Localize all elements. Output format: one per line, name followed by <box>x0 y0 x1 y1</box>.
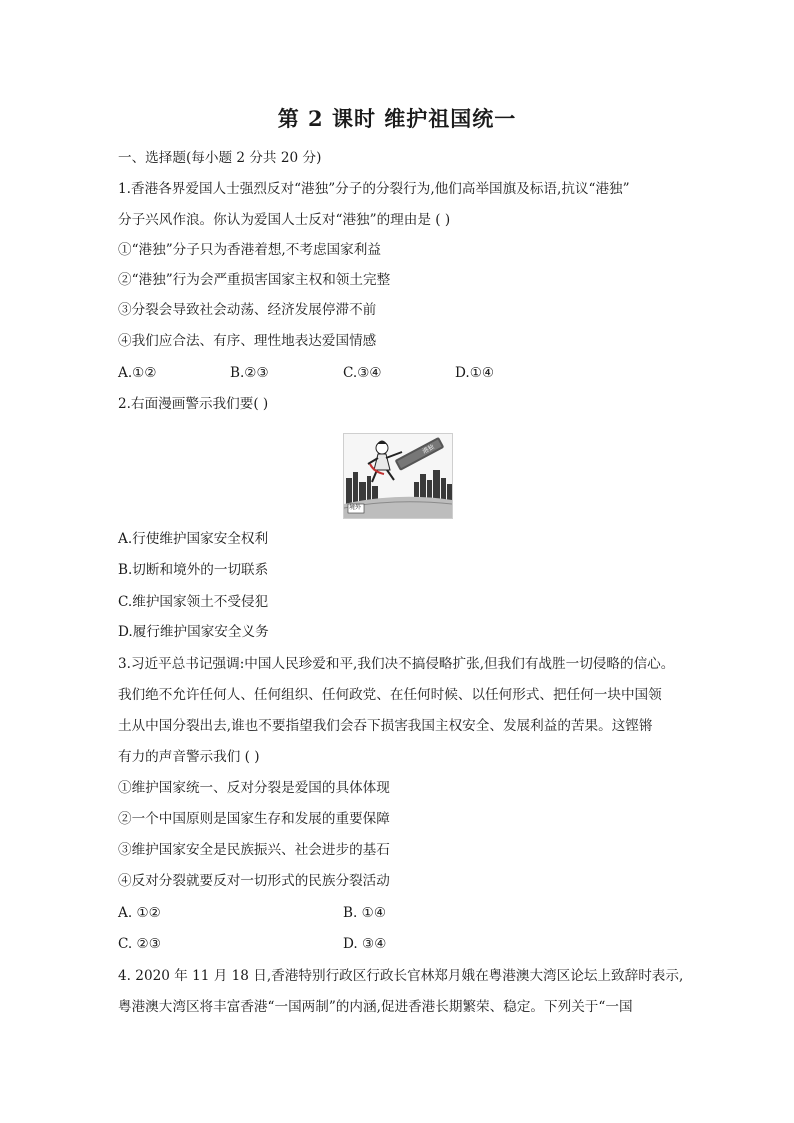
cartoon-sign-text: 港独 <box>421 443 436 456</box>
q1-statement-3: ③分裂会导致社会动荡、经济发展停滞不前 <box>118 302 377 318</box>
q1-stem-line2: 分子兴风作浪。你认为爱国人士反对“港独”的理由是 ( ) <box>118 212 451 228</box>
q3-statement-1: ①维护国家统一、反对分裂是爱国的具体体现 <box>118 780 390 796</box>
q1-statement-2: ②“港独”行为会严重损害国家主权和领土完整 <box>118 272 391 288</box>
q2-option-d: D.履行维护国家安全义务 <box>118 624 269 640</box>
q1-stem-line1: 1.香港各界爱国人士强烈反对“港独”分子的分裂行为,他们高举国旗及标语,抗议“港独” <box>118 181 630 197</box>
q1-option-b: B.②③ <box>230 365 269 381</box>
q3-stem-line3: 土从中国分裂出去,谁也不要指望我们会吞下损害我国主权安全、发展利益的苦果。这铿锵 <box>118 718 653 734</box>
q3-option-a: A. ①② <box>118 905 161 921</box>
q2-option-c: C.维护国家领土不受侵犯 <box>118 594 269 610</box>
q2-option-b: B.切断和境外的一切联系 <box>118 562 269 578</box>
q3-option-c: C. ②③ <box>118 936 161 952</box>
section-heading: 一、选择题(每小题 2 分共 20 分) <box>118 150 322 166</box>
q1-statement-4: ④我们应合法、有序、理性地表达爱国情感 <box>118 333 377 349</box>
q3-stem-line1: 3.习近平总书记强调:中国人民珍爱和平,我们决不搞侵略扩张,但我们有战胜一切侵略的信心。 <box>118 656 675 672</box>
q3-statement-4: ④反对分裂就要反对一切形式的民族分裂活动 <box>118 873 390 889</box>
q1-option-c: C.③④ <box>343 365 382 381</box>
q1-option-a: A.①② <box>118 365 157 381</box>
q1-statement-1: ①“港独”分子只为香港着想,不考虑国家利益 <box>118 242 381 258</box>
q4-stem-line2: 粤港澳大湾区将丰富香港“一国两制”的内涵,促进香港长期繁荣、稳定。下列关于“一国 <box>118 999 633 1015</box>
q3-option-b: B. ①④ <box>343 905 387 921</box>
q2-option-a: A.行使维护国家安全权利 <box>118 531 269 547</box>
q3-stem-line4: 有力的声音警示我们 ( ) <box>118 749 260 765</box>
q4-stem-line1: 4. 2020 年 11 月 18 日,香港特别行政区行政长官林郑月娥在粤港澳大湾区论坛上致辞时表示, <box>118 968 684 984</box>
cartoon-label: 境外 <box>349 504 362 511</box>
q3-statement-2: ②一个中国原则是国家生存和发展的重要保障 <box>118 811 390 827</box>
q1-option-d: D.①④ <box>455 365 495 381</box>
q2-stem: 2.右面漫画警示我们要( ) <box>118 396 269 412</box>
q3-option-d: D. ③④ <box>343 936 387 952</box>
page-title: 第 2 课时 维护祖国统一 <box>277 106 517 131</box>
q3-statement-3: ③维护国家安全是民族振兴、社会进步的基石 <box>118 842 390 858</box>
cartoon-image <box>343 433 453 519</box>
q3-stem-line2: 我们绝不允许任何人、任何组织、任何政党、在任何时候、以任何形式、把任何一块中国领 <box>118 687 662 703</box>
